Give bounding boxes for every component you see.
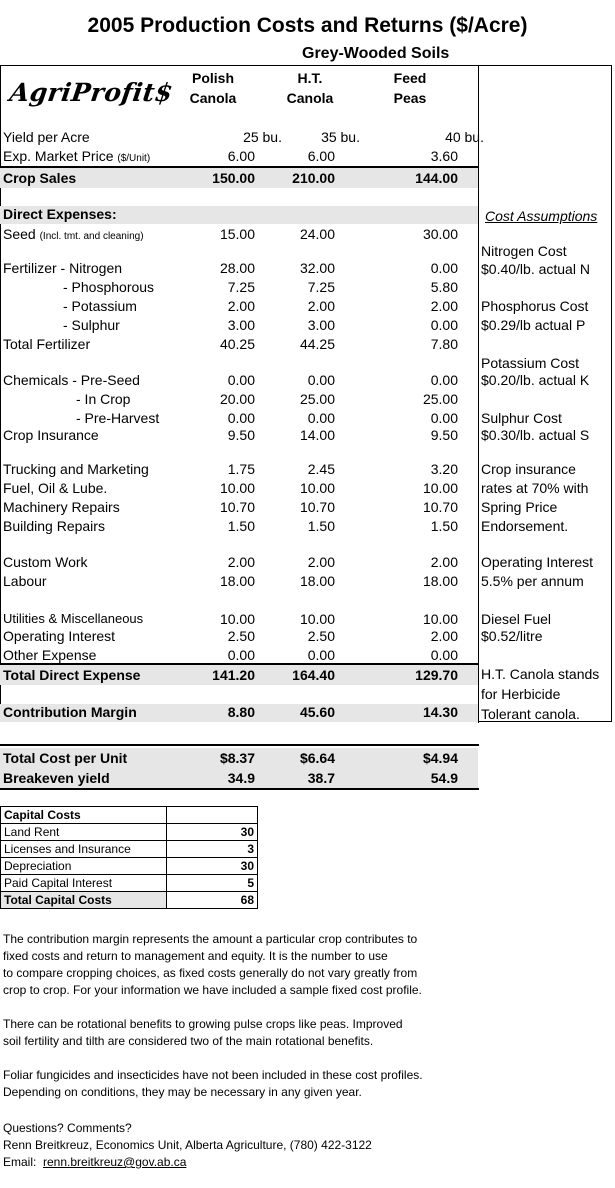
cell-polish-canola: 15.00 [219, 226, 255, 242]
table-cell [167, 807, 258, 824]
cell-polish-canola: 10.00 [219, 611, 255, 627]
note-line: crop to crop. For your information we have included a sample fixed cost profile. [3, 983, 422, 997]
capital-item-value: 3 [167, 841, 258, 858]
cell-feed-peas: 0.00 [430, 647, 458, 663]
cell-polish-canola: 40.25 [219, 336, 255, 352]
capital-item-label: Land Rent [1, 824, 167, 841]
cell-polish-canola: 6.00 [227, 148, 255, 164]
cell-polish-canola: 1.50 [227, 518, 255, 534]
cell-ht-canola: 210.00 [292, 170, 335, 186]
note-line: soil fertility and tilth are considered two of the main rotational benefits. [3, 1034, 374, 1048]
note-line: fixed costs and return to management and equity. It is the number to use [3, 949, 388, 963]
column-header-line1: H.T. [297, 70, 323, 86]
assumption-line: for Herbicide [481, 686, 561, 702]
row-label: Utilities & Miscellaneous [3, 611, 144, 626]
cell-feed-peas: 30.00 [422, 226, 458, 242]
row-label: - Pre-Harvest [76, 410, 160, 426]
row-custom-work [0, 554, 478, 572]
row-label: Operating Interest [3, 628, 116, 644]
assumption-line: Crop insurance [481, 461, 576, 477]
row-label: Seed [3, 226, 36, 242]
row-chemicals-in-crop [0, 391, 478, 409]
row-label: Total Direct Expense [3, 667, 141, 683]
cell-feed-peas: 2.00 [430, 628, 458, 644]
row-label: Fertilizer - Nitrogen [3, 260, 123, 276]
contact-info [3, 1120, 372, 1171]
capital-item-label: Licenses and Insurance [1, 841, 167, 858]
row-chemicals-pre-seed [0, 372, 478, 390]
cell-feed-peas: 0.00 [430, 410, 458, 426]
assumption-line: Operating Interest [481, 554, 594, 570]
row-crop-insurance [0, 427, 478, 445]
cell-ht-canola: 14.00 [299, 427, 335, 443]
cell-polish-canola: 2.50 [227, 628, 255, 644]
row-fuel-oil-lube [0, 480, 478, 498]
cell-polish-canola: 18.00 [219, 573, 255, 589]
row-label: Building Repairs [3, 518, 105, 534]
assumption-line: $0.52/litre [481, 628, 543, 644]
row-label: Contribution Margin [3, 704, 137, 720]
cell-polish-canola: 0.00 [227, 372, 255, 388]
cell-ht-canola: 24.00 [299, 226, 335, 242]
cell-polish-canola: 2.00 [227, 554, 255, 570]
cell-ht-canola: 2.45 [307, 461, 335, 477]
cell-feed-peas: 18.00 [422, 573, 458, 589]
summary-top-rule [0, 744, 479, 746]
cell-ht-canola: 44.25 [299, 336, 335, 352]
note-rotational-benefits [3, 1016, 403, 1050]
column-header-polish-canola [183, 68, 243, 108]
row-yield [0, 129, 484, 147]
assumption-line: H.T. Canola stands [481, 666, 600, 682]
row-label: Labour [3, 573, 47, 589]
cell-feed-peas: 0.00 [430, 317, 458, 333]
column-header-line1: Feed [393, 70, 427, 86]
row-label: Total Cost per Unit [3, 750, 128, 766]
note-contribution-margin [3, 931, 422, 999]
cell-feed-peas: 1.50 [430, 518, 458, 534]
cell-feed-peas: 144.00 [415, 170, 458, 186]
cell-ht-canola: 0.00 [307, 647, 335, 663]
row-label: Breakeven yield [3, 770, 110, 786]
row-label: Crop Insurance [3, 427, 99, 443]
cell-polish-canola: 8.80 [227, 704, 255, 720]
table-row [1, 875, 258, 892]
column-header-line2: Canola [189, 90, 237, 106]
assumption-line: Endorsement. [481, 518, 569, 534]
row-label: - In Crop [76, 391, 131, 407]
email-label: Email: [3, 1155, 37, 1169]
note-line: Depending on conditions, they may be necessary in any given year. [3, 1085, 362, 1099]
cell-ht-canola: 1.50 [307, 518, 335, 534]
cell-ht-canola: 3.00 [307, 317, 335, 333]
cell-feed-peas: 3.20 [430, 461, 458, 477]
cell-polish-canola: 2.00 [227, 298, 255, 314]
cell-ht-canola: 10.00 [299, 480, 335, 496]
cell-ht-canola: 45.60 [299, 704, 335, 720]
cell-feed-peas: 14.30 [422, 704, 458, 720]
cell-polish-canola: 150.00 [212, 170, 255, 186]
assumption-line: Potassium Cost [481, 355, 580, 371]
cell-feed-peas: 5.80 [430, 279, 458, 295]
column-header-line1: Polish [191, 70, 234, 86]
row-crop-sales [0, 166, 478, 188]
cell-feed-peas: 129.70 [415, 667, 458, 683]
capital-total-label: Total Capital Costs [1, 892, 167, 909]
cell-ht-canola: 10.00 [299, 611, 335, 627]
row-label: - Phosphorous [63, 279, 155, 295]
capital-item-value: 30 [167, 824, 258, 841]
cell-polish-canola: 34.9 [227, 770, 255, 786]
cell-feed-peas: 54.9 [430, 770, 458, 786]
capital-item-label: Paid Capital Interest [1, 875, 167, 892]
cell-ht-canola: 2.00 [307, 298, 335, 314]
cell-ht-canola: 0.00 [307, 372, 335, 388]
capital-item-value: 30 [167, 858, 258, 875]
assumptions-divider [478, 66, 479, 723]
row-breakeven-yield [0, 768, 478, 788]
row-direct-expenses [0, 206, 478, 224]
cell-polish-canola: 0.00 [227, 647, 255, 663]
assumption-line: $0.30/lb. actual S [481, 427, 590, 443]
cell-polish-canola: 10.70 [219, 499, 255, 515]
row-chemicals-pre-harvest [0, 410, 478, 428]
row-fertilizer-potassium [0, 298, 478, 316]
cell-polish-canola: 25 bu. [243, 129, 282, 145]
cell-ht-canola: 38.7 [307, 770, 335, 786]
capital-costs-heading: Capital Costs [1, 807, 167, 824]
cell-ht-canola: 18.00 [299, 573, 335, 589]
table-row [1, 841, 258, 858]
table-row [1, 858, 258, 875]
row-label: Fuel, Oil & Lube. [3, 480, 108, 496]
assumption-line: Tolerant canola. [481, 706, 580, 722]
assumption-line: $0.20/lb. actual K [481, 372, 590, 388]
row-fertilizer-sulphur [0, 317, 478, 335]
row-fertilizer-nitrogen [0, 260, 478, 278]
row-utilities-misc [0, 611, 478, 629]
cell-feed-peas: 9.50 [430, 427, 458, 443]
assumption-line: rates at 70% with [481, 480, 589, 496]
cost-assumptions-heading: Cost Assumptions [485, 208, 598, 224]
cell-ht-canola: 35 bu. [321, 129, 360, 145]
row-total-cost-per-unit [0, 748, 478, 768]
assumption-line: Sulphur Cost [481, 410, 562, 426]
cell-feed-peas: 0.00 [430, 260, 458, 276]
cell-polish-canola: 0.00 [227, 410, 255, 426]
row-machinery-repairs [0, 499, 478, 517]
note-line: There can be rotational benefits to growing pulse crops like peas. Improved [3, 1017, 403, 1031]
row-label: Total Fertilizer [3, 336, 91, 352]
cell-feed-peas: 25.00 [422, 391, 458, 407]
note-line: The contribution margin represents the amount a particular crop contributes to [3, 932, 418, 946]
row-label: - Potassium [63, 298, 137, 314]
summary-bottom-rule [0, 788, 479, 790]
assumption-line: Spring Price [481, 499, 558, 515]
row-label: Exp. Market Price [3, 148, 114, 164]
cell-ht-canola: 25.00 [299, 391, 335, 407]
row-label: Machinery Repairs [3, 499, 120, 515]
assumption-line: Diesel Fuel [481, 611, 552, 627]
row-seed [0, 226, 478, 244]
column-header-ht-canola [280, 68, 340, 108]
cell-polish-canola: 28.00 [219, 260, 255, 276]
row-label: Other Expense [3, 647, 97, 663]
cell-polish-canola: 9.50 [227, 427, 255, 443]
page-subtitle: Grey-Wooded Soils [302, 45, 450, 62]
cell-ht-canola: 0.00 [307, 410, 335, 426]
cell-polish-canola: 20.00 [219, 391, 255, 407]
cell-ht-canola: 164.40 [292, 667, 335, 683]
capital-item-label: Depreciation [1, 858, 167, 875]
row-label: Direct Expenses: [3, 206, 117, 222]
row-trucking-marketing [0, 461, 478, 479]
cell-feed-peas: 10.70 [422, 499, 458, 515]
capital-item-value: 5 [167, 875, 258, 892]
row-label: Custom Work [3, 554, 88, 570]
cell-ht-canola: 2.50 [307, 628, 335, 644]
cell-polish-canola: 1.75 [227, 461, 255, 477]
cell-feed-peas: 40 bu. [445, 129, 484, 145]
cell-ht-canola: 2.00 [307, 554, 335, 570]
contact-line: Questions? Comments? [3, 1121, 132, 1135]
row-label: - Sulphur [63, 317, 120, 333]
row-labour [0, 573, 478, 591]
capital-total-value: 68 [167, 892, 258, 909]
cell-ht-canola: 32.00 [299, 260, 335, 276]
agriprofit-logo: AgriProfit$ [7, 78, 175, 107]
column-header-line2: Canola [286, 90, 334, 106]
capital-costs-table [0, 806, 258, 909]
row-label: Yield per Acre [3, 129, 90, 145]
note-line: Foliar fungicides and insecticides have not been included in these cost profiles. [3, 1068, 423, 1082]
email-link[interactable]: renn.breitkreuz@gov.ab.ca [43, 1155, 187, 1169]
column-header-line2: Peas [393, 90, 427, 106]
note-fungicides [3, 1067, 423, 1101]
row-unit: ($/Unit) [117, 153, 151, 164]
cell-polish-canola: $8.37 [219, 750, 255, 766]
row-contribution-margin [0, 704, 478, 722]
row-building-repairs [0, 518, 478, 536]
cell-ht-canola: 10.70 [299, 499, 335, 515]
cell-feed-peas: 2.00 [430, 554, 458, 570]
cell-feed-peas: 10.00 [422, 480, 458, 496]
row-total-direct-expense [0, 663, 478, 685]
row-market-price [0, 148, 478, 166]
row-label: Crop Sales [3, 170, 77, 186]
cell-ht-canola: 7.25 [307, 279, 335, 295]
table-row [1, 892, 258, 909]
assumption-line: Nitrogen Cost [481, 243, 567, 259]
email-line [3, 1154, 372, 1171]
row-operating-interest [0, 628, 478, 646]
table-row [1, 824, 258, 841]
row-label: Chemicals - Pre-Seed [3, 372, 140, 388]
cell-polish-canola: 7.25 [227, 279, 255, 295]
cell-ht-canola: 6.00 [307, 148, 335, 164]
cell-feed-peas: 7.80 [430, 336, 458, 352]
cell-ht-canola: $6.64 [299, 750, 335, 766]
cell-feed-peas: 3.60 [430, 148, 458, 164]
assumption-line: $0.40/lb. actual N [481, 261, 590, 277]
cell-polish-canola: 3.00 [227, 317, 255, 333]
note-line: to compare cropping choices, as fixed costs generally do not vary greatly from [3, 966, 418, 980]
assumption-line: $0.29/lb actual P [481, 317, 586, 333]
column-header-feed-peas [380, 68, 440, 108]
page-title: 2005 Production Costs and Returns ($/Acre) [87, 14, 528, 37]
cell-feed-peas: 0.00 [430, 372, 458, 388]
assumption-line: Phosphorus Cost [481, 298, 589, 314]
row-label: Trucking and Marketing [3, 461, 149, 477]
cell-feed-peas: 2.00 [430, 298, 458, 314]
row-fertilizer-phosphorous [0, 279, 478, 297]
cell-polish-canola: 141.20 [212, 667, 255, 683]
assumption-line: 5.5% per annum [481, 573, 584, 589]
cell-feed-peas: 10.00 [422, 611, 458, 627]
cell-polish-canola: 10.00 [219, 480, 255, 496]
contact-line: Renn Breitkreuz, Economics Unit, Alberta Agriculture, (780) 422-3122 [3, 1138, 372, 1152]
row-total-fertilizer [0, 336, 478, 354]
table-row [1, 807, 258, 824]
cell-feed-peas: $4.94 [422, 750, 458, 766]
row-note: (Incl. tmt. and cleaning) [39, 231, 144, 242]
